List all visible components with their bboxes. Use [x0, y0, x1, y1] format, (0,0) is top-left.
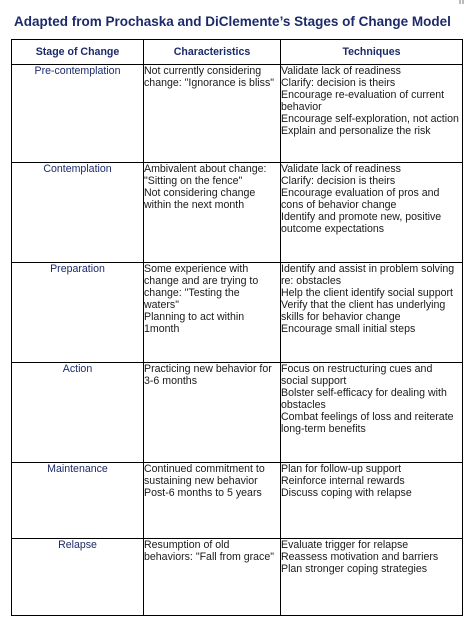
- characteristic-line: Continued commitment to: [144, 463, 265, 475]
- technique-line: Encourage self-exploration, not action: [281, 113, 459, 126]
- characteristic-line: change: "Ignorance is bliss": [144, 77, 275, 90]
- stages-table: [11, 39, 463, 616]
- technique-line: Validate lack of readiness: [281, 65, 401, 77]
- table-row: [12, 463, 463, 539]
- characteristic-line: waters": [144, 299, 179, 312]
- technique-line: Clarify: decision is theirs: [281, 175, 396, 188]
- techniques-cell: [281, 65, 463, 163]
- technique-line: Plan for follow-up support: [281, 463, 402, 475]
- techniques-cell: [281, 263, 463, 363]
- table-row: [12, 163, 463, 263]
- characteristics-cell: [144, 65, 281, 163]
- table-row: [12, 263, 463, 363]
- techniques-cell: [281, 363, 463, 463]
- stage-name: Preparation: [12, 263, 144, 363]
- technique-line: Encourage evaluation of pros and: [281, 187, 440, 200]
- technique-line: Explain and personalize the risk: [281, 125, 431, 138]
- technique-line: Reinforce internal rewards: [281, 475, 405, 488]
- characteristics-cell: [144, 363, 281, 463]
- characteristic-line: Some experience with: [144, 263, 249, 275]
- characteristics-cell: [144, 539, 281, 616]
- technique-line: Identify and assist in problem solving: [281, 263, 455, 275]
- technique-line: Verify that the client has underlying: [281, 299, 446, 312]
- technique-line: Plan stronger coping strategies: [281, 563, 428, 576]
- characteristic-line: change: "Testing the: [144, 287, 240, 300]
- characteristic-line: 3-6 months: [144, 375, 197, 388]
- table-header-row: [12, 40, 463, 65]
- stage-name: Action: [12, 363, 144, 463]
- technique-line: Bolster self-efficacy for dealing with: [281, 387, 447, 400]
- technique-line: Focus on restructuring cues and: [281, 363, 433, 375]
- technique-line: skills for behavior change: [281, 311, 401, 324]
- characteristic-line: sustaining new behavior: [144, 475, 258, 488]
- technique-line: cons of behavior change: [281, 199, 397, 212]
- characteristic-line: "Sitting on the fence": [144, 175, 243, 188]
- characteristic-line: Resumption of old: [144, 539, 230, 551]
- table-row: [12, 65, 463, 163]
- page-corner-mark: [458, 0, 466, 4]
- stage-name: Relapse: [12, 539, 144, 616]
- characteristic-line: Not currently considering: [144, 65, 262, 77]
- table-row: [12, 363, 463, 463]
- technique-line: long-term benefits: [281, 423, 366, 436]
- techniques-cell: [281, 163, 463, 263]
- technique-line: Clarify: decision is theirs: [281, 77, 396, 90]
- technique-line: outcome expectations: [281, 223, 385, 236]
- technique-line: re: obstacles: [281, 275, 342, 288]
- stage-name: Pre-contemplation: [12, 65, 144, 163]
- technique-line: Evaluate trigger for relapse: [281, 539, 409, 551]
- technique-line: obstacles: [281, 399, 326, 412]
- characteristic-line: behaviors: "Fall from grace": [144, 551, 274, 564]
- column-header-stage: Stage of Change: [12, 40, 144, 65]
- characteristic-line: Not considering change: [144, 187, 256, 200]
- column-header-characteristics: Characteristics: [144, 40, 281, 65]
- characteristic-line: within the next month: [144, 199, 245, 212]
- stage-name: Contemplation: [12, 163, 144, 263]
- techniques-cell: [281, 463, 463, 539]
- technique-line: Encourage small initial steps: [281, 323, 416, 336]
- characteristic-line: Practicing new behavior for: [144, 363, 272, 375]
- document-title: Adapted from Prochaska and DiClemente’s Stages of Change Model: [14, 14, 451, 29]
- technique-line: Validate lack of readiness: [281, 163, 401, 175]
- characteristic-line: change and are trying to: [144, 275, 259, 288]
- column-header-techniques: Techniques: [281, 40, 463, 65]
- technique-line: Combat feelings of loss and reiterate: [281, 411, 454, 424]
- technique-line: Reassess motivation and barriers: [281, 551, 439, 564]
- technique-line: social support: [281, 375, 347, 388]
- characteristic-line: Post-6 months to 5 years: [144, 487, 262, 500]
- technique-line: behavior: [281, 101, 322, 114]
- techniques-cell: [281, 539, 463, 616]
- characteristics-cell: [144, 263, 281, 363]
- technique-line: Discuss coping with relapse: [281, 487, 412, 500]
- technique-line: Identify and promote new, positive: [281, 211, 442, 224]
- characteristic-line: 1month: [144, 323, 180, 336]
- stage-name: Maintenance: [12, 463, 144, 539]
- characteristics-cell: [144, 463, 281, 539]
- technique-line: Encourage re-evaluation of current: [281, 89, 445, 102]
- characteristics-cell: [144, 163, 281, 263]
- table-row: [12, 539, 463, 616]
- characteristic-line: Planning to act within: [144, 311, 245, 324]
- characteristic-line: Ambivalent about change:: [144, 163, 267, 175]
- technique-line: Help the client identify social support: [281, 287, 453, 300]
